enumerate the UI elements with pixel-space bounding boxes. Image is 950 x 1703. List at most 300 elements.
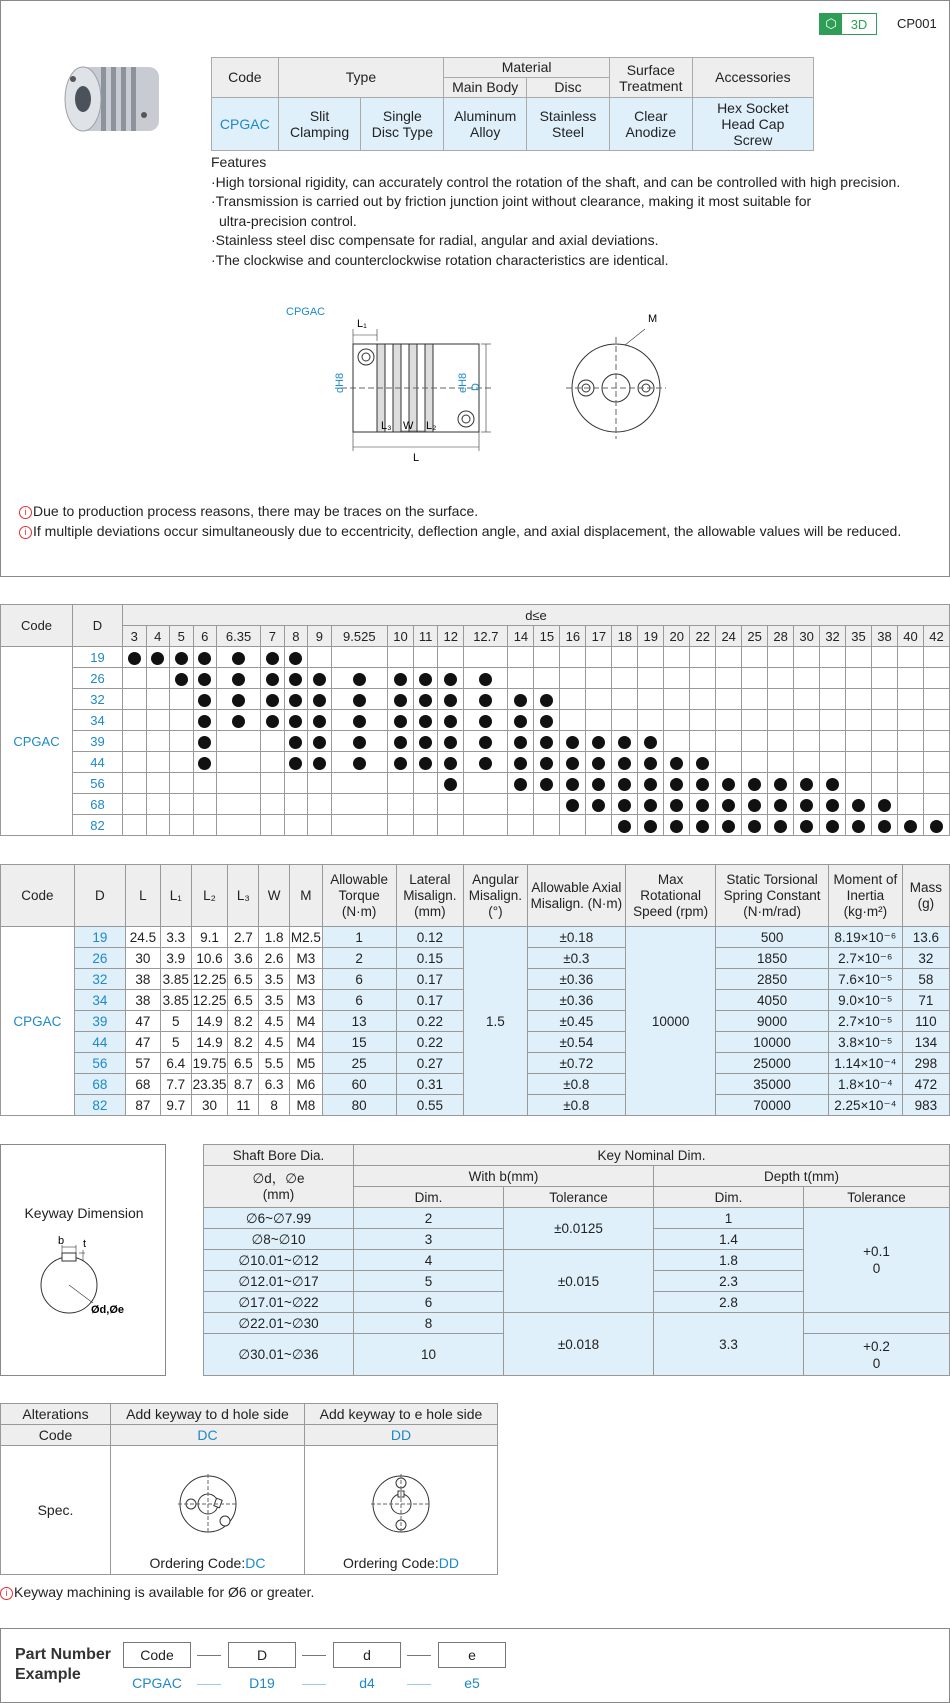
- spec-cell: 47: [126, 1011, 161, 1032]
- bore-cell: [586, 689, 612, 710]
- spec-header: Moment of Inertia (kg·m²): [828, 865, 902, 927]
- bore-cell: [308, 815, 332, 836]
- pn-value-dash: [407, 1684, 431, 1685]
- spec-header: L₃: [228, 865, 259, 927]
- spec-D: 68: [74, 1074, 125, 1095]
- bore-cell: [331, 668, 387, 689]
- available-dot: [774, 778, 787, 791]
- bore-cell: [331, 752, 387, 773]
- bore-cell: [123, 668, 147, 689]
- bore-cell: [193, 647, 217, 668]
- spec-cell: M4: [289, 1011, 322, 1032]
- bore-cell: [872, 731, 898, 752]
- bore-cell: [261, 710, 285, 731]
- bore-cell: [438, 710, 464, 731]
- available-dot: [670, 757, 683, 770]
- pn-value-D: D19: [249, 1675, 275, 1691]
- spec-torque: 6: [322, 990, 396, 1011]
- 3d-model-button[interactable]: ⬡ 3D: [819, 13, 877, 35]
- part-number-label: Part Number Example: [15, 1646, 112, 1683]
- available-dot: [479, 736, 492, 749]
- available-dot: [540, 694, 553, 707]
- available-dot: [394, 736, 407, 749]
- available-dot: [479, 757, 492, 770]
- size-header: 7: [261, 626, 285, 647]
- bore-cell: [664, 773, 690, 794]
- bore-cell: [387, 815, 413, 836]
- bore-cell: [217, 794, 261, 815]
- available-dot: [930, 820, 943, 833]
- bore-cell: [413, 773, 437, 794]
- bore-cell: [170, 689, 194, 710]
- bore-code: CPGAC: [1, 647, 73, 836]
- bore-cell: [464, 815, 508, 836]
- spec-cell: 6.5: [228, 969, 259, 990]
- bore-cell: [193, 794, 217, 815]
- keyway-t: 1: [654, 1208, 804, 1229]
- bore-cell: [464, 773, 508, 794]
- keyway-b: 6: [354, 1292, 504, 1313]
- available-dot: [592, 736, 605, 749]
- spec-cell: 1.8: [259, 927, 290, 948]
- bore-cell: [170, 815, 194, 836]
- bore-cell: [716, 710, 742, 731]
- bore-cell: [331, 815, 387, 836]
- bore-cell: [897, 731, 923, 752]
- keyway-drawing: [31, 1233, 141, 1323]
- bore-cell: [690, 668, 716, 689]
- size-header: 38: [872, 626, 898, 647]
- bore-cell: [438, 815, 464, 836]
- keyway-t-tol: [804, 1313, 950, 1334]
- available-dot: [479, 694, 492, 707]
- size-header: 6: [193, 626, 217, 647]
- keyway-b-tol: ±0.015: [504, 1250, 654, 1313]
- bore-cell: [508, 752, 534, 773]
- spec-cell: M4: [289, 1032, 322, 1053]
- spec-cell: 6.5: [228, 1053, 259, 1074]
- spec-inertia: 2.7×10⁻⁵: [828, 1011, 902, 1032]
- bore-cell: [331, 710, 387, 731]
- available-dot: [289, 673, 302, 686]
- spec-torque: 1: [322, 927, 396, 948]
- bore-cell: [123, 689, 147, 710]
- bore-cell: [308, 668, 332, 689]
- bore-cell: [508, 668, 534, 689]
- bore-cell: [794, 710, 820, 731]
- bore-cell: [872, 647, 898, 668]
- bore-cell: [413, 731, 437, 752]
- bore-cell: [508, 794, 534, 815]
- bore-cell: [193, 773, 217, 794]
- spec-lateral: 0.12: [396, 927, 464, 948]
- spec-cell: 5: [160, 1011, 191, 1032]
- bore-cell: [716, 689, 742, 710]
- bore-cell: [464, 752, 508, 773]
- available-dot: [198, 736, 211, 749]
- bore-cell: [586, 752, 612, 773]
- bore-cell: [387, 689, 413, 710]
- spec-header: Lateral Misalign. (mm): [396, 865, 464, 927]
- size-header: 42: [923, 626, 949, 647]
- available-dot: [670, 778, 683, 791]
- bore-cell: [261, 752, 285, 773]
- size-header: 35: [846, 626, 872, 647]
- bore-cell: [664, 689, 690, 710]
- keyway-d-label: Ød,Øe: [91, 1304, 125, 1316]
- spec-axial: ±0.8: [527, 1095, 625, 1116]
- size-header: 9: [308, 626, 332, 647]
- spec-cell: 10.6: [191, 948, 228, 969]
- keyway-t: 3.3: [654, 1313, 804, 1376]
- spec-cell: 47: [126, 1032, 161, 1053]
- spec-torque: 2: [322, 948, 396, 969]
- header-code: Code: [1, 605, 73, 647]
- bore-cell: [794, 689, 820, 710]
- available-dot: [198, 715, 211, 728]
- available-dot: [618, 757, 631, 770]
- bore-cell: [742, 689, 768, 710]
- spec-cell: 2.6: [259, 948, 290, 969]
- spec-lateral: 0.27: [396, 1053, 464, 1074]
- alt-code-dd[interactable]: DD: [305, 1425, 498, 1446]
- pn-value-dash: [197, 1684, 221, 1685]
- bore-cell: [284, 731, 308, 752]
- available-dot: [722, 820, 735, 833]
- spec-cell: 3.5: [259, 990, 290, 1011]
- size-header: 11: [413, 626, 437, 647]
- spec-lateral: 0.17: [396, 969, 464, 990]
- available-dot: [151, 652, 164, 665]
- header-tolerance: Tolerance: [804, 1187, 950, 1208]
- available-dot: [444, 757, 457, 770]
- pn-value-e: e5: [464, 1675, 480, 1691]
- bore-cell: [438, 773, 464, 794]
- available-dot: [566, 778, 579, 791]
- spec-cell: 8.7: [228, 1074, 259, 1095]
- available-dot: [514, 694, 527, 707]
- bore-cell: [331, 773, 387, 794]
- pn-field-D[interactable]: D: [228, 1642, 296, 1668]
- spec-cell: M6: [289, 1074, 322, 1095]
- bore-cell: [846, 647, 872, 668]
- size-header: 16: [560, 626, 586, 647]
- spec-cell: 6.4: [160, 1053, 191, 1074]
- bore-cell: [612, 773, 638, 794]
- spec-header: Angular Misalign. (°): [464, 865, 528, 927]
- spec-header: Mass (g): [902, 865, 949, 927]
- spec-cell: 38: [126, 969, 161, 990]
- header-accessories: Accessories: [692, 58, 813, 98]
- available-dot: [313, 736, 326, 749]
- pn-field-e[interactable]: e: [438, 1642, 506, 1668]
- bore-cell: [438, 668, 464, 689]
- bore-cell: [612, 668, 638, 689]
- bore-cell: [768, 668, 794, 689]
- bore-cell: [794, 794, 820, 815]
- bore-D: 34: [73, 710, 123, 731]
- bore-cell: [690, 773, 716, 794]
- spec-cell: 30: [191, 1095, 228, 1116]
- size-header: 8: [284, 626, 308, 647]
- bore-cell: [586, 731, 612, 752]
- bore-cell: [664, 668, 690, 689]
- bore-cell: [193, 815, 217, 836]
- available-dot: [266, 673, 279, 686]
- size-header: 6.35: [217, 626, 261, 647]
- available-dot: [852, 799, 865, 812]
- bore-row: [1, 647, 950, 668]
- bore-cell: [146, 815, 170, 836]
- bore-cell: [872, 773, 898, 794]
- available-dot: [670, 799, 683, 812]
- bore-cell: [508, 731, 534, 752]
- keyway-t: 1.4: [654, 1229, 804, 1250]
- keyway-t: 1.8: [654, 1250, 804, 1271]
- bore-cell: [586, 647, 612, 668]
- bore-cell: [768, 710, 794, 731]
- bore-cell: [820, 794, 846, 815]
- keyway-range: ∅6~∅7.99: [204, 1208, 354, 1229]
- bore-cell: [716, 647, 742, 668]
- spec-cell: 5: [160, 1032, 191, 1053]
- note-item: i Due to production process reasons, there may be traces on the surface.: [19, 501, 901, 521]
- bore-cell: [923, 794, 949, 815]
- bore-cell: [664, 710, 690, 731]
- keyway-d-side-drawing: [173, 1469, 243, 1539]
- available-dot: [353, 694, 366, 707]
- bore-cell: [193, 731, 217, 752]
- bore-cell: [146, 710, 170, 731]
- bore-cell: [534, 689, 560, 710]
- bore-cell: [897, 815, 923, 836]
- spec-D: 39: [74, 1011, 125, 1032]
- available-dot: [592, 757, 605, 770]
- header-spec: Spec.: [1, 1446, 111, 1575]
- bore-cell: [794, 647, 820, 668]
- spec-cell: M3: [289, 948, 322, 969]
- bore-cell: [586, 815, 612, 836]
- keyway-range: ∅22.01~∅30: [204, 1313, 354, 1334]
- available-dot: [618, 778, 631, 791]
- spec-D: 56: [74, 1053, 125, 1074]
- bore-cell: [284, 773, 308, 794]
- header-with-b: With b(mm): [354, 1166, 654, 1187]
- spec-axial: ±0.36: [527, 990, 625, 1011]
- bore-cell: [331, 689, 387, 710]
- available-dot: [394, 715, 407, 728]
- bore-cell: [146, 752, 170, 773]
- bore-cell: [820, 731, 846, 752]
- spec-inertia: 1.14×10⁻⁴: [828, 1053, 902, 1074]
- bore-cell: [846, 668, 872, 689]
- bore-cell: [261, 815, 285, 836]
- size-header: 30: [794, 626, 820, 647]
- available-dot: [444, 736, 457, 749]
- bore-cell: [534, 752, 560, 773]
- cube-icon: ⬡: [820, 14, 842, 34]
- bore-cell: [413, 668, 437, 689]
- available-dot: [644, 736, 657, 749]
- size-header: 12: [438, 626, 464, 647]
- bore-cell: [560, 794, 586, 815]
- available-dot: [644, 799, 657, 812]
- pn-dash: [407, 1655, 431, 1656]
- bore-cell: [438, 689, 464, 710]
- bore-cell: [820, 647, 846, 668]
- keyway-b: 5: [354, 1271, 504, 1292]
- bore-cell: [387, 710, 413, 731]
- bore-cell: [768, 752, 794, 773]
- bore-cell: [387, 647, 413, 668]
- bore-cell: [897, 710, 923, 731]
- spec-axial: ±0.18: [527, 927, 625, 948]
- bore-D: 82: [73, 815, 123, 836]
- available-dot: [289, 652, 302, 665]
- bore-cell: [534, 731, 560, 752]
- spec-cell: 3.6: [228, 948, 259, 969]
- spec-header: Static Torsional Spring Constant (N·m/rad): [716, 865, 829, 927]
- bore-cell: [768, 794, 794, 815]
- spec-cell: 3.85: [160, 969, 191, 990]
- bore-cell: [846, 773, 872, 794]
- bore-cell: [794, 668, 820, 689]
- spec-inertia: 9.0×10⁻⁵: [828, 990, 902, 1011]
- bore-cell: [716, 752, 742, 773]
- alt-code-dc[interactable]: DC: [111, 1425, 305, 1446]
- bore-cell: [123, 647, 147, 668]
- bore-cell: [716, 794, 742, 815]
- bore-cell: [438, 752, 464, 773]
- bore-row: [1, 710, 950, 731]
- header-d-le-e: d≤e: [123, 605, 950, 626]
- spec-cell: 3.3: [160, 927, 191, 948]
- bore-cell: [923, 668, 949, 689]
- header-code: Code: [212, 58, 279, 98]
- pn-field-d[interactable]: d: [333, 1642, 401, 1668]
- bore-cell: [872, 794, 898, 815]
- spec-cell: M5: [289, 1053, 322, 1074]
- bore-cell: [638, 710, 664, 731]
- keyway-range: ∅12.01~∅17: [204, 1271, 354, 1292]
- bore-cell: [586, 710, 612, 731]
- bore-cell: [560, 752, 586, 773]
- feature-item: ultra-precision control.: [219, 212, 357, 229]
- alt-spec-dd: [305, 1446, 498, 1575]
- available-dot: [514, 778, 527, 791]
- bore-cell: [308, 773, 332, 794]
- bore-cell: [923, 731, 949, 752]
- bore-cell: [768, 815, 794, 836]
- available-dot: [479, 715, 492, 728]
- bore-cell: [464, 647, 508, 668]
- size-header: 18: [612, 626, 638, 647]
- header-code: Code: [1, 1425, 111, 1446]
- spec-axial: ±0.45: [527, 1011, 625, 1032]
- available-dot: [566, 736, 579, 749]
- bore-cell: [331, 731, 387, 752]
- spec-inertia: 8.19×10⁻⁶: [828, 927, 902, 948]
- spec-cell: M2.5: [289, 927, 322, 948]
- bore-cell: [387, 731, 413, 752]
- bore-availability-table: [0, 604, 950, 836]
- bore-cell: [586, 773, 612, 794]
- header-material: Material: [444, 58, 610, 78]
- bore-cell: [284, 815, 308, 836]
- spec-inertia: 3.8×10⁻⁵: [828, 1032, 902, 1053]
- bore-cell: [586, 794, 612, 815]
- bore-cell: [438, 731, 464, 752]
- spec-cell: 4.5: [259, 1011, 290, 1032]
- spec-lateral: 0.31: [396, 1074, 464, 1095]
- spec-cell: 4.5: [259, 1032, 290, 1053]
- info-icon: i: [19, 526, 32, 539]
- available-dot: [289, 736, 302, 749]
- spec-cell: 57: [126, 1053, 161, 1074]
- spec-lateral: 0.22: [396, 1032, 464, 1053]
- bore-D: 56: [73, 773, 123, 794]
- bore-cell: [413, 794, 437, 815]
- alterations-table: [0, 1403, 498, 1575]
- bore-cell: [690, 647, 716, 668]
- bore-cell: [123, 794, 147, 815]
- bore-cell: [897, 773, 923, 794]
- spec-axial: ±0.8: [527, 1074, 625, 1095]
- bore-cell: [308, 752, 332, 773]
- available-dot: [444, 694, 457, 707]
- spec-inertia: 1.8×10⁻⁴: [828, 1074, 902, 1095]
- features-title: Features: [211, 154, 267, 170]
- bore-D: 68: [73, 794, 123, 815]
- available-dot: [826, 799, 839, 812]
- bore-cell: [560, 815, 586, 836]
- bore-cell: [146, 668, 170, 689]
- dim-D: D: [470, 383, 482, 391]
- available-dot: [444, 778, 457, 791]
- available-dot: [644, 778, 657, 791]
- spec-cell: 38: [126, 990, 161, 1011]
- available-dot: [419, 715, 432, 728]
- available-dot: [696, 799, 709, 812]
- bore-cell: [217, 647, 261, 668]
- spec-torque: 25: [322, 1053, 396, 1074]
- bore-cell: [690, 731, 716, 752]
- size-header: 12.7: [464, 626, 508, 647]
- bore-cell: [742, 668, 768, 689]
- bore-cell: [820, 689, 846, 710]
- available-dot: [592, 799, 605, 812]
- spec-torque: 60: [322, 1074, 396, 1095]
- bore-cell: [690, 689, 716, 710]
- spec-angular: 1.5: [464, 927, 528, 1116]
- bore-cell: [217, 752, 261, 773]
- spec-mass: 58: [902, 969, 949, 990]
- available-dot: [644, 757, 657, 770]
- keyway-range: ∅30.01~∅36: [204, 1334, 354, 1376]
- spec-mass: 983: [902, 1095, 949, 1116]
- spec-mass: 472: [902, 1074, 949, 1095]
- available-dot: [540, 778, 553, 791]
- bore-cell: [534, 794, 560, 815]
- pn-field-code[interactable]: Code: [123, 1642, 191, 1668]
- spec-D: 19: [74, 927, 125, 948]
- keyway-b-label: b: [58, 1235, 65, 1247]
- available-dot: [514, 757, 527, 770]
- bore-cell: [413, 815, 437, 836]
- available-dot: [479, 673, 492, 686]
- bore-cell: [794, 815, 820, 836]
- spec-D: 44: [74, 1032, 125, 1053]
